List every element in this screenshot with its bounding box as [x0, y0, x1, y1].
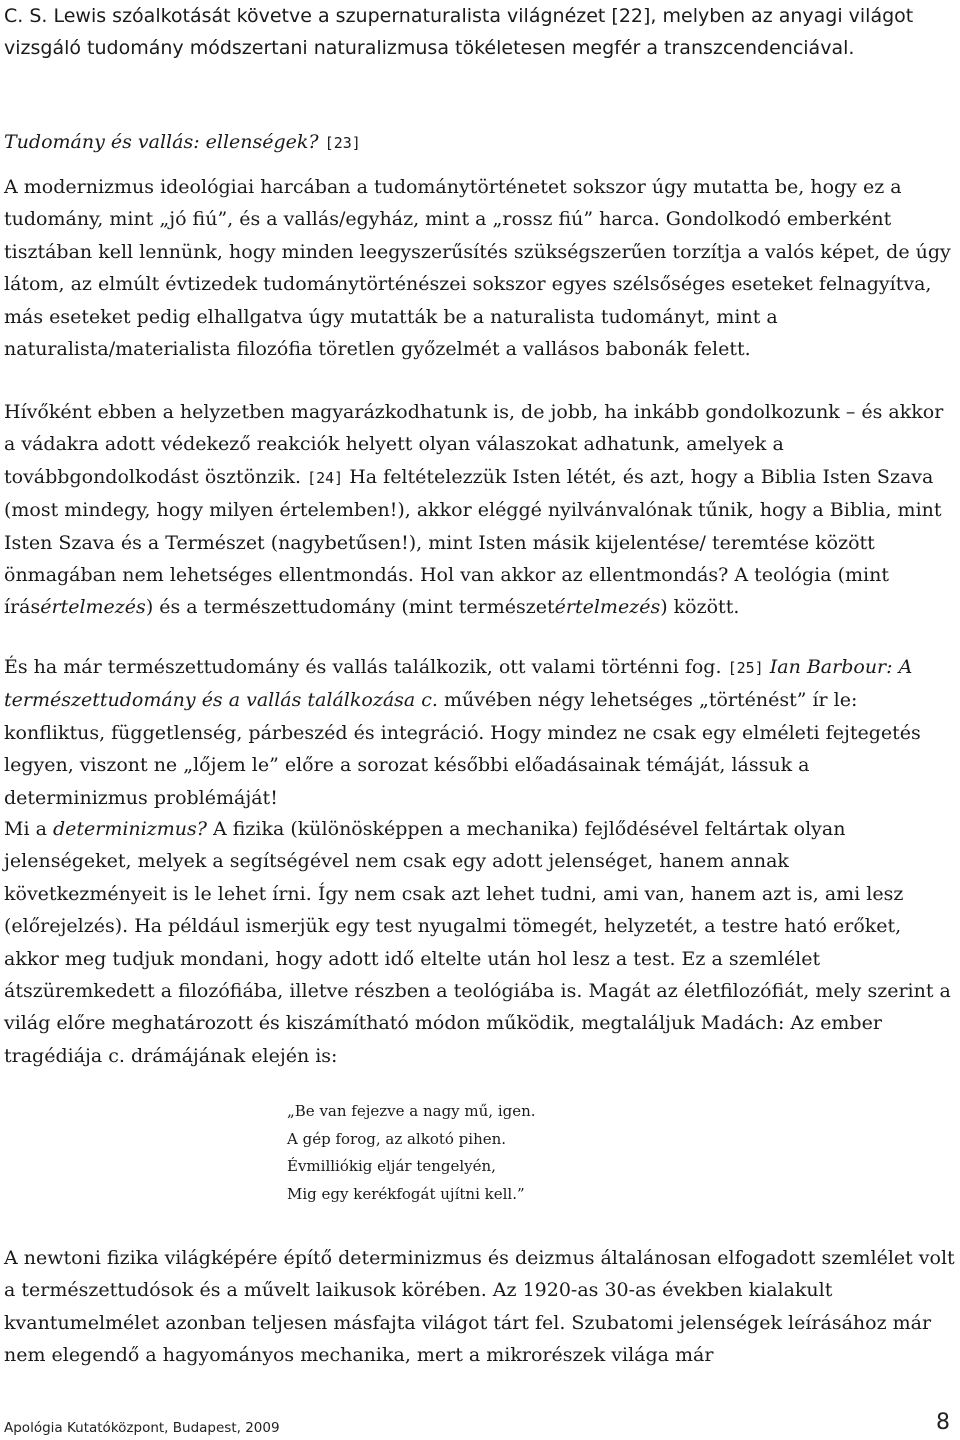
emphasis-ertelmezes-2: értelmezés — [554, 596, 661, 619]
paragraph-believer — [4, 396, 956, 624]
paragraph-believer-text-b: Ha feltételezzük Isten létét, és azt, hogy a Biblia Isten Szava (most mindegy, hogy milyen értelemben!), akkor eléggé nyilvánvalónak tűnik, hogy a Biblia, mint Isten Szava és a Természet (nagybetűsen!), mint Isten másik kijelentése/ teremtése között önmagában nem lehetséges ellentmondás. Hol van akkor az ellentmondás? A teológia (mint írás — [4, 465, 942, 619]
paragraph-modernism — [4, 171, 956, 365]
paragraph-intro: C. S. Lewis szóalkotását követve a szupernaturalista világnézet [22], melyben az anyagi világot vizsgáló tudomány módszertani naturalizmusa tökéletesen megfér a transzcendenciával. — [4, 5, 914, 60]
paragraph-determinism-text-b: A fizika (különösképpen a mechanika) fejlődésével feltártak olyan jelenségeket, melyek a segítségével nem csak egy adott jelenséget, hanem annak következményeit is le lehet írni. Így nem csak azt lehet tudni, ami van, hanem azt is, ami lesz (előrejelzés). Ha például ismerjük egy test nyugalmi tömegét, helyzetét, a testre ható erőket, akkor meg tudjuk mondani, hogy adott idő eltelte után hol lesz a test. Ez a szemlélet átszüremkedett a filozófiába, illetve részben a teológiába is. Magát az életfilozófiát, mely szerint a világ előre meghatározott és kiszámítható módon működik, megtaláljuk Madách: Az ember tragédiája c. drámájának elején is: — [4, 818, 951, 1067]
paragraph-barbour-text-b: művében négy lehetséges „történést” ír le: konfliktus, függetlenség, párbeszéd és integráció. Hogy mindez ne csak egy elméleti fejtegetés legyen, viszont ne „lőjem le” előre a sorozat későbbi előadásainak témáját, lássuk a determinizmus problémáját! — [4, 689, 921, 809]
paragraph-barbour — [4, 651, 956, 814]
emphasis-determinism: determinizmus? — [52, 818, 207, 840]
poem-quote — [287, 1098, 536, 1208]
paragraph-believer-text-a: Hívőként ebben a helyzetben magyarázkodhatunk is, de jobb, ha inkább gondolkozunk – és akkor a vádakra adott védekező reakciók helyett olyan válaszokat adhatunk, amelyek a továbbgondolkodást ösztönzik. — [4, 401, 944, 488]
footnote-ref-23[interactable]: [23] — [324, 134, 361, 152]
poem-line: Mig egy kerékfogát ujítni kell.” — [287, 1184, 525, 1203]
poem-line: A gép forog, az alkotó pihen. — [287, 1129, 507, 1148]
paragraph-determinism — [4, 813, 956, 1072]
footer-publisher: Apológia Kutatóközpont, Budapest, 2009 — [4, 1420, 280, 1436]
paragraph-believer-text-c: ) és a természettudomány (mint természet — [145, 596, 555, 619]
paragraph-barbour-text-a: És ha már természettudomány és vallás találkozik, ott valami történni fog. — [4, 656, 722, 678]
paragraph-believer-text-d: ) között. — [660, 596, 740, 619]
paragraph-determinism-text-a: Mi a — [4, 818, 47, 840]
section-heading — [4, 126, 956, 159]
section-title: Tudomány és vallás: ellenségek? — [4, 131, 319, 153]
emphasis-ertelmezes-1: értelmezés — [40, 596, 146, 619]
page-number: 8 — [936, 1410, 950, 1435]
poem-line: „Be van fejezve a nagy mű, igen. — [287, 1102, 536, 1120]
paragraph-modernism-text: A modernizmus ideológiai harcában a tudománytörténetet sokszor úgy mutatta be, hogy ez a tudomány, mint „jó fiú”, és a vallás/egyház, mint a „rossz fiú” harca. Gondolkodó emberként tisztában kell lennünk, hogy minden leegyszerűsítés szükségszerűen torzítja a valós képet, de úgy látom, az elmúlt évtizedek tudománytörténészei sokszor egyes szélsőséges eseteket felnagyítva, más eseteket pedig elhallgatva úgy mutatták be a naturalista tudományt, mint a naturalista/materialista filozófia töretlen győzelmét a vallásos babonák felett. — [4, 176, 951, 361]
paragraph-newtonian: A newtoni fizika világképére építő determinizmus és deizmus általánosan elfogadott szemlélet volt a természettudósok és a művelt laikusok körében. Az 1920-as 30-as években kialakult kvantumelmélet azonban teljesen másfajta világot tárt fel. Szubatomi jelenségek leírásához már nem elegendő a hagyományos mechanika, mert a mikrorészek világa már — [4, 1247, 955, 1367]
footnote-ref-25[interactable]: [25] — [727, 659, 764, 677]
poem-line: Évmilliókig eljár tengelyén, — [287, 1157, 496, 1175]
footnote-ref-24[interactable]: [24] — [307, 468, 344, 487]
book-reference: Ian Barbour: A természettudomány és a vallás találkozása c. — [4, 656, 913, 712]
